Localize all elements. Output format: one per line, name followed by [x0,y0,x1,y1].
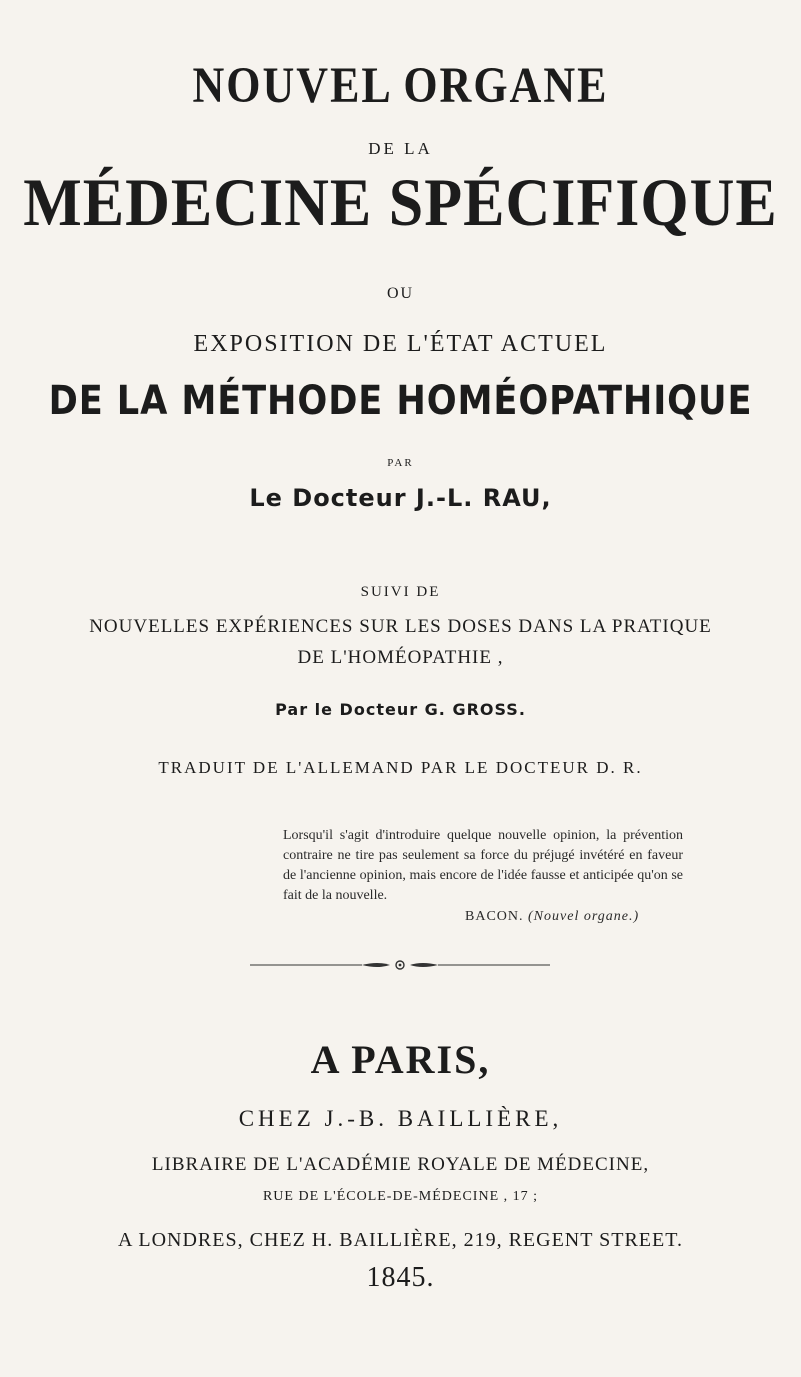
imprint-publisher-title: LIBRAIRE DE L'ACADÉMIE ROYALE DE MÉDECINE, [151,1154,650,1175]
title-ou: OU [386,285,415,302]
title-nouvel-organe: NOUVEL ORGANE [192,57,609,114]
author-par: PAR [387,457,414,469]
epigraph-source: (Nouvel organe.) [528,909,640,924]
imprint-publisher: CHEZ J.-B. BAILLIÈRE, [238,1106,563,1131]
sequel-author: Par le Docteur G. GROSS. [275,700,526,719]
epigraph-text: Lorsqu'il s'agit d'introduire quelque nouvelle opinion, la prévention contraire ne tire pas seulement sa force du préjugé invétéré en faveur de l'ancienne opinion, mais encore de l'idée fausse et anticipée qu'on se fait de la nouvelle. [283,828,683,903]
translation-note: TRADUIT DE L'ALLEMAND PAR LE DOCTEUR D. R. [158,758,643,777]
title-exposition: EXPOSITION DE L'ÉTAT ACTUEL [193,331,608,357]
sequel-title-line1: NOUVELLES EXPÉRIENCES SUR LES DOSES DANS LA PRATIQUE [89,616,712,637]
imprint-city: A PARIS, [310,1037,491,1082]
epigraph-attribution [465,909,639,925]
imprint-year: 1845. [366,1262,435,1293]
imprint-london: A LONDRES, CHEZ H. BAILLIÈRE, 219, REGENT STREET. [118,1229,683,1251]
sequel-suivi-de: SUIVI DE [360,584,441,600]
sequel-title-line2: DE L'HOMÉOPATHIE , [297,647,504,668]
title-methode-homeopathique: DE LA MÉTHODE HOMÉOPATHIQUE [48,378,753,424]
imprint-address: RUE DE L'ÉCOLE-DE-MÉDECINE , 17 ; [262,1189,539,1204]
author-name: Le Docteur J.-L. RAU, [249,484,552,512]
epigraph-author: BACON. [465,909,524,924]
title-medecine-specifique: MÉDECINE SPÉCIFIQUE [23,165,778,241]
title-de-la: DE LA [368,139,433,158]
ornament-rule [250,958,550,972]
